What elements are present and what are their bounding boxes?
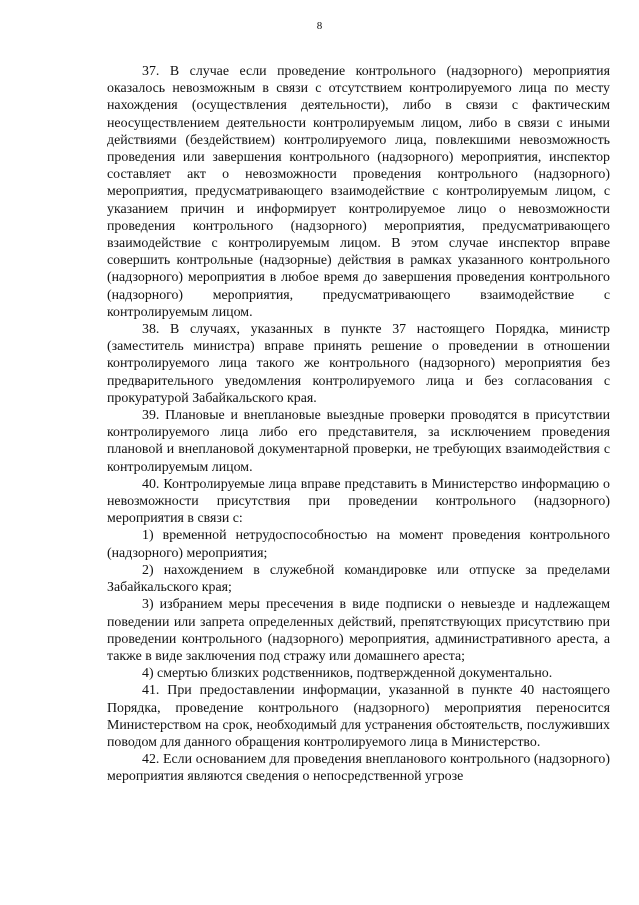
page-number: 8	[316, 20, 323, 32]
paragraph-38: 38. В случаях, указанных в пункте 37 настоящего Порядка, министр (заместитель министра) вправе принять решение о проведении в отношении контролируемого лица такого же контрольного (надзорного) мероприятия без предварительного уведомления контролируемого лица и без согласования с прокуратурой Забайкальского края.	[107, 322, 610, 406]
document-body	[107, 63, 610, 786]
list-item-2: 2) нахождением в служебной командировке или отпуске за пределами Забайкальского края;	[107, 562, 610, 596]
paragraph-41: 41. При предоставлении информации, указанной в пункте 40 настоящего Порядка, проведение контрольного (надзорного) мероприятия переносится Министерством на срок, необходимый для устранения обстоятельств, послуживших поводом для данного обращения контролируемого лица в Министерство.	[107, 683, 610, 750]
paragraph-42: 42. Если основанием для проведения внепланового контрольного (надзорного) мероприятия являются сведения о непосредственной угрозе	[107, 752, 610, 785]
list-item-1: 1) временной нетрудоспособностью на момент проведения контрольного (надзорного) мероприятия;	[107, 528, 610, 561]
paragraph-39: 39. Плановые и внеплановые выездные проверки проводятся в присутствии контролируемого лица либо его представителя, за исключением проведения плановой и внеплановой документарной проверки, не требующих взаимодействия с контролируемым лицом.	[107, 408, 610, 475]
paragraph-40: 40. Контролируемые лица вправе представить в Министерство информацию о невозможности присутствия при проведении контрольного (надзорного) мероприятия в связи с:	[107, 476, 610, 527]
paragraph-37: 37. В случае если проведение контрольного (надзорного) мероприятия оказалось невозможным в связи с отсутствием контролируемого лица по месту нахождения (осуществления деятельности), либо в связи с фактическим неосуществлением деятельности контролируемым лицом, либо в связи с иными действиями (бездействием) контролируемого лица, повлекшими невозможность проведения или завершения контрольного (надзорного) мероприятия, инспектор составляет акт о невозможности проведения контрольного (надзорного) мероприятия, предусматривающего взаимодействие с контролируемым лицом, с указанием причин и информирует контролируемое лицо о невозможности проведения контрольного (надзорного) мероприятия, предусматривающего взаимодействие с контролируемым лицом. В этом случае инспектор вправе совершить контрольные (надзорные) действия в рамках указанного контрольного (надзорного) мероприятия в любое время до завершения проведения контрольного (надзорного) мероприятия, предусматривающего взаимодействие с контролируемым лицом.	[107, 64, 610, 320]
list-item-4: 4) смертью близких родственников, подтвержденной документально.	[142, 666, 553, 682]
list-item-3: 3) избранием меры пресечения в виде подписки о невыезде и надлежащем поведении или запрета определенных действий, препятствующих присутствию при проведении контрольного (надзорного) мероприятия, административного ареста, а также в виде заключения под стражу или домашнего ареста;	[107, 597, 610, 664]
